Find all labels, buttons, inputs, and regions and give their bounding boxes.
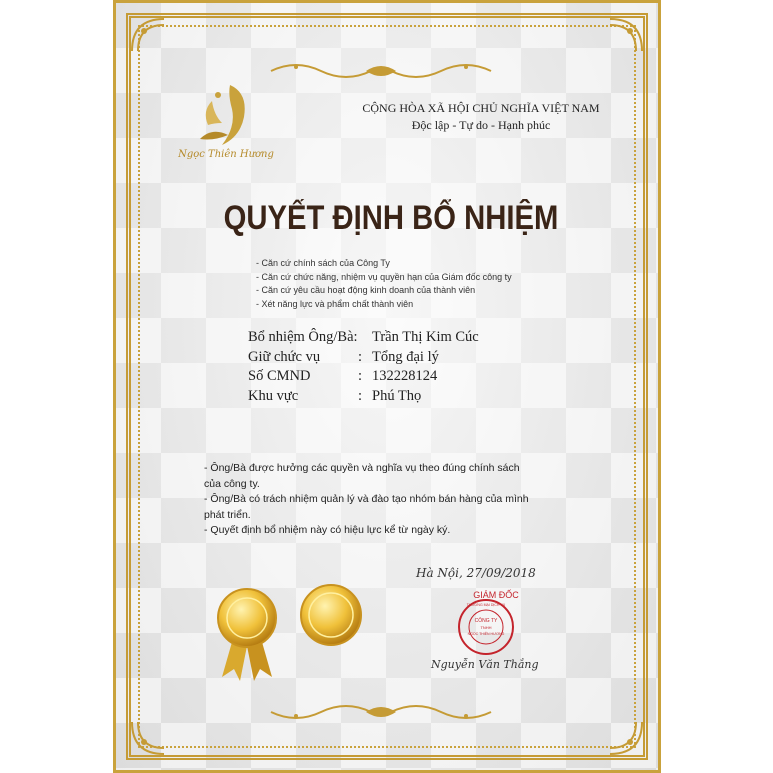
basis-list — [256, 257, 616, 311]
svg-text:CÔNG TY: CÔNG TY — [474, 618, 498, 624]
row-colon: : — [358, 368, 363, 384]
flourish-divider-icon — [266, 59, 496, 83]
region-value: Phú Thọ — [372, 387, 422, 404]
position-value: Tổng đại lý — [372, 348, 439, 365]
duty-line: - Ông/Bà được hưởng các quyền và nghĩa vụ theo đúng chính sách — [204, 462, 520, 474]
director-title: GIÁM ĐỐC — [473, 590, 519, 600]
basis-item: - Căn cứ yêu cầu hoạt động kinh doanh của thành viên — [256, 285, 476, 295]
gold-medal-icon — [299, 583, 363, 647]
svg-text:TNHH: TNHH — [480, 625, 492, 630]
row-colon: : — [358, 387, 363, 404]
duties-list — [204, 461, 594, 539]
director-signature: Nguyễn Văn Thắng — [431, 658, 539, 671]
position-label: Giữ chức vụ — [248, 348, 321, 365]
duty-line: của công ty. — [204, 477, 260, 490]
corner-ornament-icon — [128, 718, 168, 758]
corner-ornament-icon — [606, 718, 646, 758]
company-seal-icon — [456, 597, 516, 657]
region-label: Khu vực — [248, 387, 299, 404]
corner-ornament-icon — [606, 15, 646, 55]
certificate — [113, 0, 661, 773]
id-number-value: 132228124 — [372, 368, 438, 384]
issue-date: Hà Nội, 27/09/2018 — [416, 566, 536, 580]
duty-line: phát triển. — [204, 508, 251, 521]
svg-text:THƯƠNG MẠI DỊCH VỤ: THƯƠNG MẠI DỊCH VỤ — [466, 603, 506, 607]
id-number-label: Số CMND — [248, 368, 311, 384]
corner-ornament-icon — [128, 15, 168, 55]
svg-text:NGỌC THIÊN HƯƠNG: NGỌC THIÊN HƯƠNG — [467, 632, 505, 636]
national-motto: Độc lập - Tự do - Hạnh phúc — [411, 118, 551, 132]
duty-line: - Ông/Bà có trách nhiệm quản lý và đào tạo nhóm bán hàng của mình — [204, 493, 529, 505]
basis-item: - Căn cứ chức năng, nhiệm vụ quyền hạn của Giám đốc công ty — [256, 271, 512, 282]
appointee-label: Bổ nhiệm Ông/Bà: — [248, 329, 358, 345]
republic-heading: CỘNG HÒA XÃ HỘI CHỦ NGHĨA VIỆT NAM — [362, 101, 600, 115]
basis-item: - Căn cứ chính sách của Công Ty — [256, 258, 390, 268]
brand-logo-text: Ngọc Thiên Hương — [178, 149, 274, 160]
duty-line: - Quyết định bổ nhiệm này có hiệu lực kể từ ngày ký. — [204, 524, 451, 536]
appointee-name: Trần Thị Kim Cúc — [372, 329, 479, 345]
ribbon-medal-icon — [214, 585, 280, 685]
row-colon: : — [358, 348, 363, 365]
document-title: QUYẾT ĐỊNH BỔ NHIỆM — [223, 199, 559, 237]
flourish-divider-icon — [266, 700, 496, 724]
basis-item: - Xét năng lực và phẩm chất thành viên — [256, 298, 414, 309]
